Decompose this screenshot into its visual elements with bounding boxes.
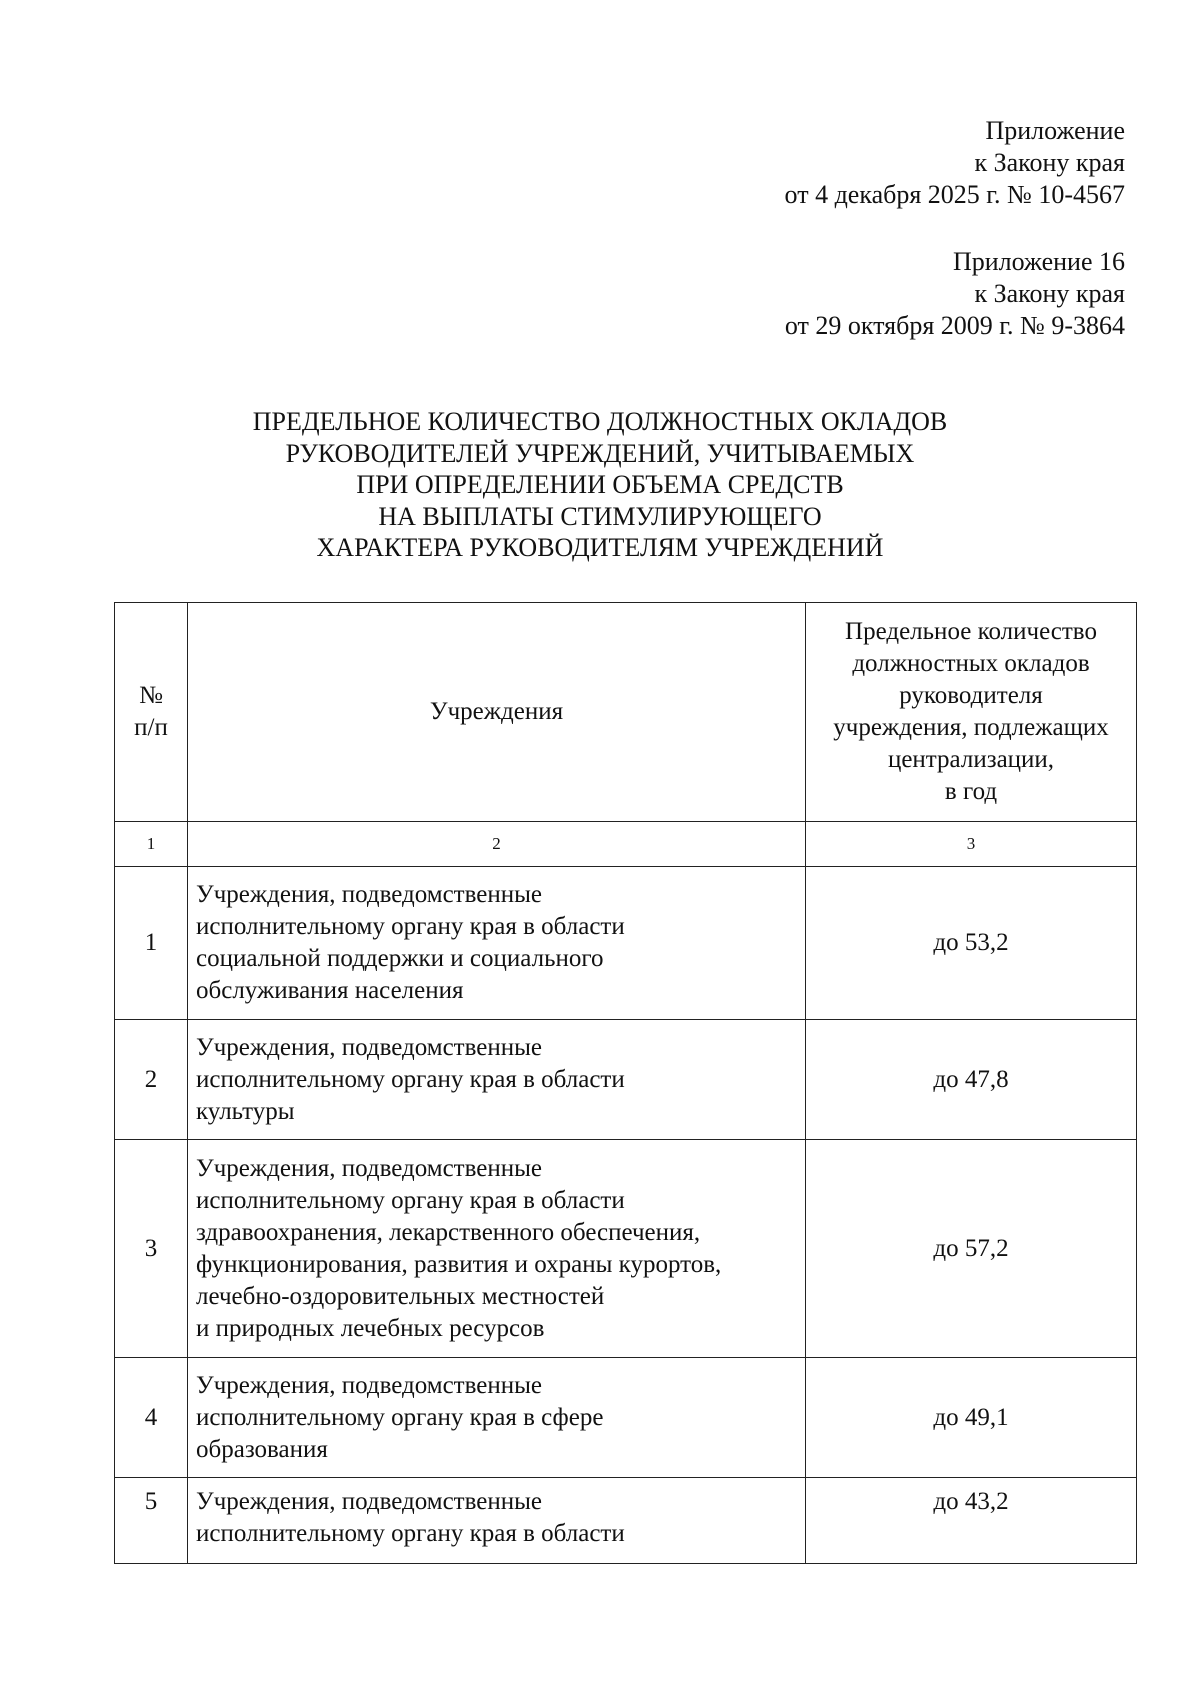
institution-line: Учреждения, подведомственные xyxy=(196,881,543,908)
institution-line: здравоохранения, лекарственного обеспечения, xyxy=(196,1218,701,1246)
column-number-2: 2 xyxy=(188,822,806,867)
column-number-3: 3 xyxy=(806,822,1137,867)
header-number-sign: № xyxy=(139,682,163,709)
table-row xyxy=(115,1358,1137,1478)
document-title xyxy=(150,406,1050,564)
row-value-cell: до 43,2 xyxy=(806,1478,1137,1564)
institution-line: Учреждения, подведомственные xyxy=(196,1371,543,1399)
header-limit-line: Предельное количество xyxy=(845,618,1097,645)
table-row xyxy=(115,1020,1137,1140)
institution-line: исполнительному органу края в сфере xyxy=(196,1403,604,1431)
table-header-row xyxy=(115,603,1137,822)
row-institution-cell xyxy=(188,1358,806,1478)
header-limit-line: руководителя xyxy=(899,682,1043,709)
institution-line: Учреждения, подведомственные xyxy=(196,1033,543,1061)
header-limit-line: централизации, xyxy=(887,746,1055,773)
column-number-row xyxy=(115,822,1137,867)
document-title-line-1: ПРЕДЕЛЬНОЕ КОЛИЧЕСТВО ДОЛЖНОСТНЫХ ОКЛАДОВ xyxy=(252,407,948,436)
row-institution-cell xyxy=(188,1020,806,1140)
institution-line: культуры xyxy=(196,1097,295,1125)
document-title-line-3: ПРИ ОПРЕДЕЛЕНИИ ОБЪЕМА СРЕДСТВ xyxy=(356,470,844,499)
row-number-cell: 1 xyxy=(115,867,188,1020)
header-number-abbrev: п/п xyxy=(134,714,168,741)
limits-table xyxy=(114,602,1137,1564)
institution-line: Учреждения, подведомственные xyxy=(196,1154,543,1182)
table-row xyxy=(115,1478,1137,1564)
appendix-current-line-3: от 4 декабря 2025 г. № 10-4567 xyxy=(784,180,1125,209)
document-title-line-4: НА ВЫПЛАТЫ СТИМУЛИРУЮЩЕГО xyxy=(378,501,822,531)
column-number-1: 1 xyxy=(115,822,188,867)
header-number-cell xyxy=(115,603,188,822)
institution-line: исполнительному органу края в области xyxy=(196,1520,625,1547)
appendix-original-line-2: к Закону края xyxy=(974,279,1125,308)
row-value-cell: до 49,1 xyxy=(806,1358,1137,1478)
row-number-cell: 4 xyxy=(115,1358,188,1478)
row-value-cell: до 53,2 xyxy=(806,867,1137,1020)
header-limit-line: учреждения, подлежащих xyxy=(833,714,1109,741)
institution-line: исполнительному органу края в области xyxy=(196,1186,625,1214)
header-limit-line: в год xyxy=(944,778,998,805)
appendix-original-line-1: Приложение 16 xyxy=(952,247,1125,276)
institution-line: социальной поддержки и социального xyxy=(196,945,604,972)
institution-line: функционирования, развития и охраны курортов, xyxy=(196,1250,722,1278)
appendix-original-reference xyxy=(785,246,1125,342)
institution-line: Учреждения, подведомственные xyxy=(196,1488,543,1515)
row-number-cell: 3 xyxy=(115,1140,188,1358)
row-institution-cell xyxy=(188,1140,806,1358)
header-limit-line: должностных окладов xyxy=(852,650,1090,677)
table-row xyxy=(115,867,1137,1020)
document-title-line-2: РУКОВОДИТЕЛЕЙ УЧРЕЖДЕНИЙ, УЧИТЫВАЕМЫХ xyxy=(285,438,915,468)
row-value-cell: до 47,8 xyxy=(806,1020,1137,1140)
appendix-current-line-1: Приложение xyxy=(985,116,1125,145)
row-number-cell: 5 xyxy=(115,1478,188,1564)
row-institution-cell xyxy=(188,1478,806,1564)
row-number-cell: 2 xyxy=(115,1020,188,1140)
row-institution-cell xyxy=(188,867,806,1020)
institution-line: исполнительному органу края в области xyxy=(196,913,625,940)
institution-line: и природных лечебных ресурсов xyxy=(196,1314,545,1342)
institution-line: обслуживания населения xyxy=(196,977,464,1004)
institution-line: исполнительному органу края в области xyxy=(196,1065,625,1093)
table-row xyxy=(115,1140,1137,1358)
appendix-current-reference xyxy=(785,115,1125,211)
document-title-line-5: ХАРАКТЕРА РУКОВОДИТЕЛЯМ УЧРЕЖДЕНИЙ xyxy=(316,533,884,562)
institution-line: образования xyxy=(196,1435,328,1463)
row-value-cell: до 57,2 xyxy=(806,1140,1137,1358)
header-institutions-cell: Учреждения xyxy=(188,603,806,822)
appendix-original-line-3: от 29 октября 2009 г. № 9-3864 xyxy=(784,311,1125,340)
institution-line: лечебно-оздоровительных местностей xyxy=(196,1282,605,1310)
header-limit-cell xyxy=(806,603,1137,822)
appendix-current-line-2: к Закону края xyxy=(974,148,1125,177)
